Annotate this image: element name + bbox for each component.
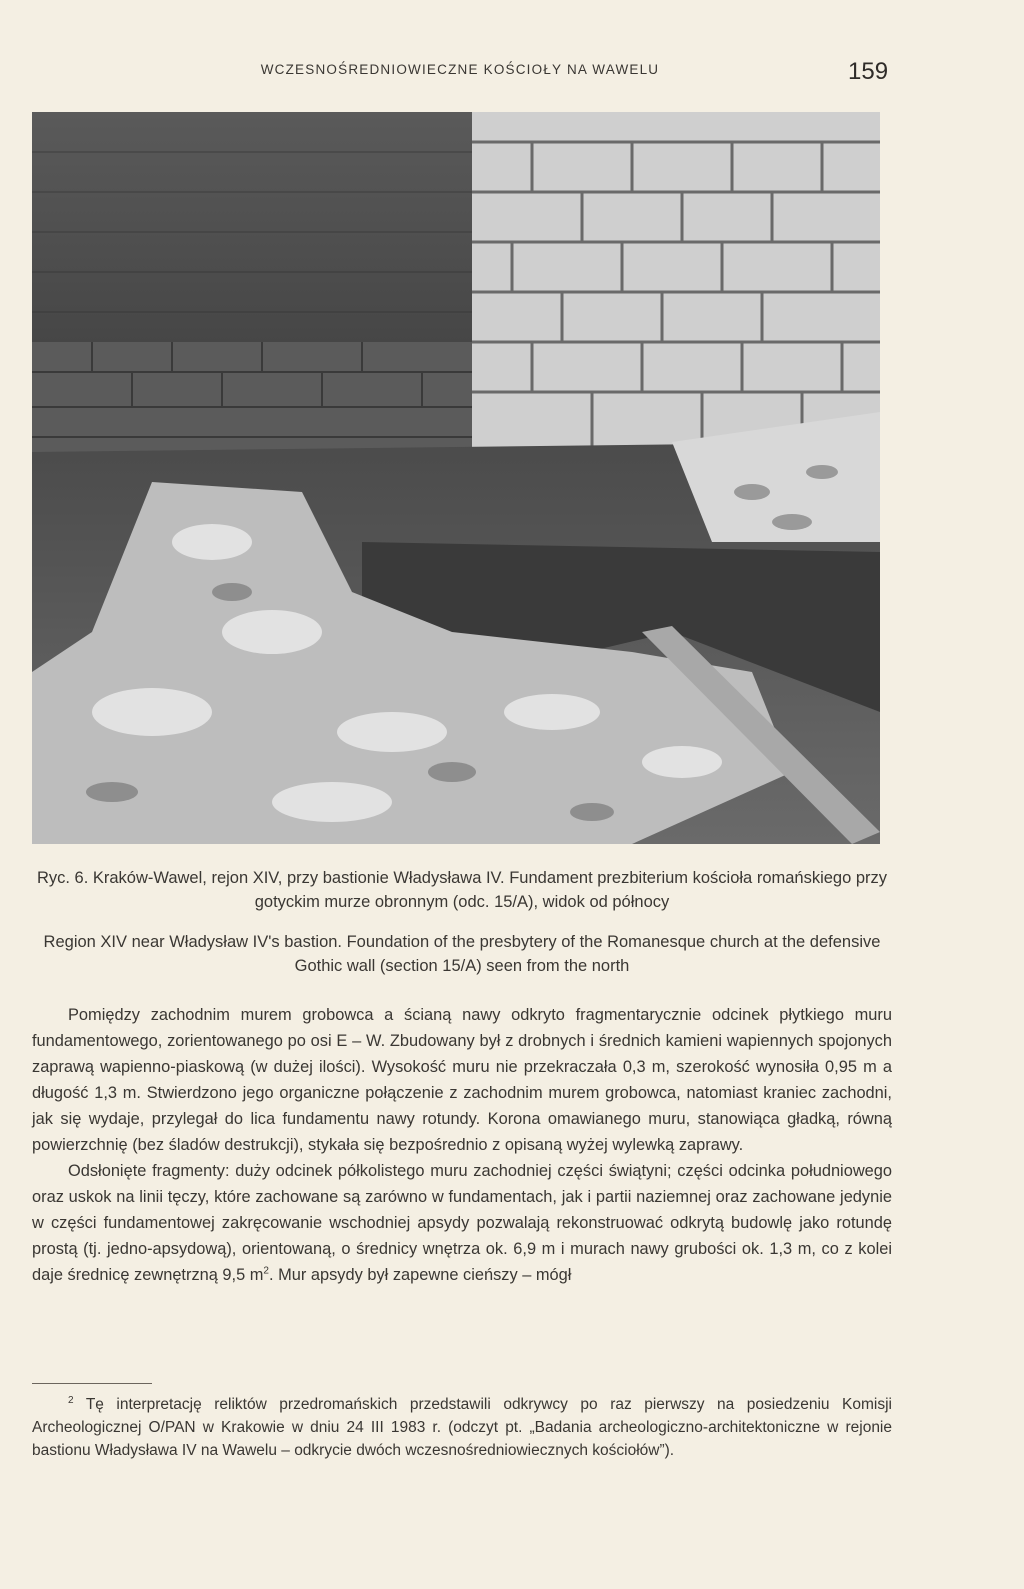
footnote-number: 2 [68,1394,74,1406]
page-number: 159 [848,58,889,85]
paragraph-2-part-1: Odsłonięte fragmenty: duży odcinek półkolistego muru zachodniej części świątyni; części odcinka południowego oraz uskok na linii tęczy, które zachowane są zarówno w fundamentach, jak i partii naziemnej oraz zachowane jedynie w części fundamentowej zakręcowanie wschodniej apsydy pozwalają rekonstruować odkrytą budowlę jako rotundę prostą (tj. jedno-apsydową), orientowaną, o średnicy wnętrza ok. 6,9 m i murach nawy grubości ok. 1,3 m, co z kolei daje średnicę zewnętrzną 9,5 m [32,1162,892,1284]
footnote-text: Tę interpretację reliktów przedromańskich przedstawili odkrywcy po raz pierwszy na posiedzeniu Komisji Archeologicznej O/PAN w Krakowie w dniu 24 III 1983 r. (odczyt pt. „Badania archeologiczno-architektoniczne w rejonie bastionu Władysława IV na Wawelu – odkrycie dwóch wczesnośredniowiecznych kościołów”). [32,1396,893,1459]
excavation-photograph [32,112,880,844]
running-header: WCZESNOŚREDNIOWIECZNE KOŚCIOŁY NA WAWELU [260,62,660,77]
paragraph-1: Pomiędzy zachodnim murem grobowca a ścianą nawy odkryto fragmentarycznie odcinek płytkiego muru fundamentowego, zorientowanego po osi E – W. Zbudowany był z drobnych i średnich kamieni wapiennych spojonych zaprawą wapienno-piaskową (w dużej ilości). Wysokość muru nie przekraczała 0,3 m, szerokość wynosiła 0,95 m a długość 1,3 m. Stwierdzono jego organiczne połączenie z zachodnim murem grobowca, natomiast kraniec zachodni, jak się wydaje, przylegał do lica fundamentu nawy rotundy. Korona omawianego muru, stanowiąca gładką, równą powierzchnię (bez śladów destrukcji), stykała się bezpośrednio z opisaną wyżej wylewką zaprawy. [32,1006,892,1154]
footnote [32,1393,892,1462]
body-text [32,1002,892,1288]
figure-caption-polish: Ryc. 6. Kraków-Wawel, rejon XIV, przy bastionie Władysława IV. Fundament prezbiterium kościoła romańskiego przy gotyckim murze obronnym (odc. 15/A), widok od północy [36,869,888,911]
figure-caption-english: Region XIV near Władysław IV's bastion. Foundation of the presbytery of the Romanesque church at the defensive Gothic wall (section 15/A) seen from the north [43,933,881,975]
footnote-divider [32,1383,152,1384]
paragraph-2 [32,1158,892,1288]
paragraph-2-part-2: . Mur apsydy był zapewne cieńszy – mógł [268,1266,572,1284]
footnote-reference: 2 [263,1265,269,1277]
